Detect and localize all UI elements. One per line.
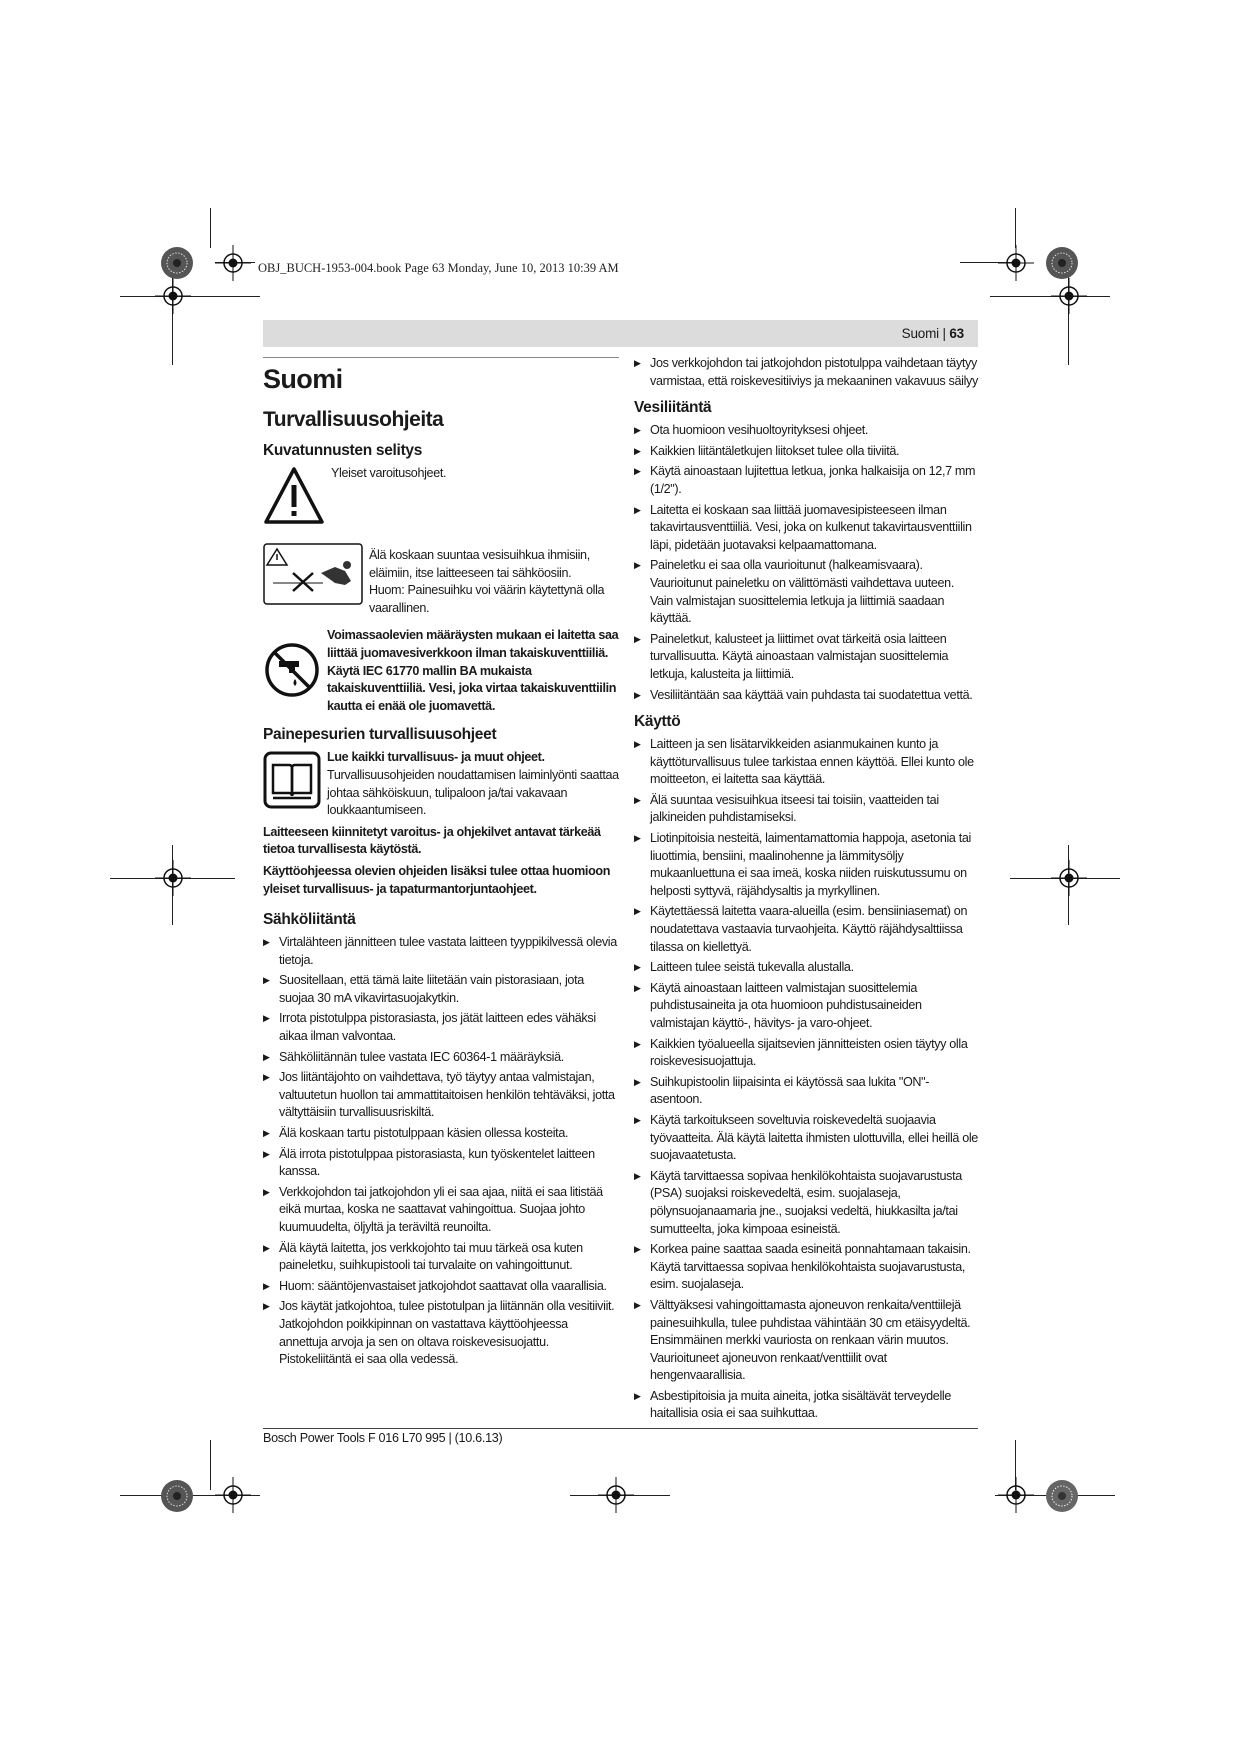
list-item: ▶ Jos verkkojohdon tai jatkojohdon pistotulppa vaihdetaan täytyy varmistaa, että roiskevesitiiviys ja mekaaninen vakavuus säilyy (634, 355, 978, 390)
page-number: 63 (949, 326, 964, 341)
registration-mark-icon (998, 1477, 1034, 1513)
header-separator: | (942, 326, 946, 341)
symbol-spray-warning (263, 541, 619, 617)
operation-heading: Käyttö (634, 713, 681, 731)
list-item: ▶ Käytä tarvittaessa sopivaa henkilökohtaista suojavarustusta (PSA) suojaksi roiskevedeltä, esim. suojalaseja, pölynsuojanaamaria jne., suojaksi vedeltä, hiukkasilta ja/tai sumutteelta, joka kimpoaa esineistä. (634, 1168, 978, 1238)
list-item: ▶ Laitetta ei koskaan saa liittää juomavesipisteeseen ilman takavirtausventtiiliä. Vesi, joka on kulkenut takavirtausventtiilin läpi, pidetään juotavaksi kelpaamattomana. (634, 502, 978, 555)
list-item: ▶ Huom: sääntöjenvastaiset jatkojohdot saattavat olla vaarallisia. (263, 1278, 619, 1296)
registration-mark-icon (155, 278, 191, 314)
list-item: ▶ Verkkojohdon tai jatkojohdon yli ei saa ajaa, niitä ei saa litistää eikä murtaa, koska ne saattavat vahingoittua. Suojaa johto kuumuudelta, öljyltä ja teräviltä reunoilta. (263, 1184, 619, 1237)
general-warning-text: Yleiset varoitusohjeet. (331, 466, 447, 480)
registration-mark-icon (215, 1477, 251, 1513)
safety-heading: Turvallisuusohjeita (263, 408, 444, 431)
printer-rosette-icon (160, 1479, 194, 1513)
spray-warning-icon (263, 543, 363, 605)
list-item: ▶ Korkea paine saattaa saada esineitä ponnahtamaan takaisin. Käytä tarvittaessa sopivaa henkilökohtaista suojavarustusta, esim. suojalaseja. (634, 1241, 978, 1294)
electrical-heading: Sähköliitäntä (263, 911, 356, 929)
printer-rosette-icon (1045, 1479, 1079, 1513)
symbols-heading: Kuvatunnusten selitys (263, 442, 423, 459)
registration-mark-icon (1051, 278, 1087, 314)
registration-mark-icon (598, 1477, 634, 1513)
water-list (634, 422, 978, 704)
read-manual-icon (263, 751, 321, 809)
list-item: ▶ Virtalähteen jännitteen tulee vastata laitteen tyyppikilvessä olevia tietoja. (263, 934, 619, 969)
symbol-general-warning (263, 465, 619, 527)
list-item: ▶ Älä käytä laitetta, jos verkkojohto tai muu tärkeä osa kuten paineletku, suihkupistooli tai turvalaite on vahingoittunut. (263, 1240, 619, 1275)
printer-rosette-icon (160, 246, 194, 280)
water-heading: Vesiliitäntä (634, 399, 712, 417)
no-drinking-water-icon (263, 639, 321, 701)
list-item: ▶ Jos liitäntäjohto on vaihdettava, työ täytyy antaa valmistajan, valtuutetun huollon tai ammattitaitoisen henkilön tehtäväksi, jotta vältyttäisiin turvallisuusriskiltä. (263, 1069, 619, 1122)
list-item: ▶ Sähköliitännän tulee vastata IEC 60364-1 määräyksiä. (263, 1049, 619, 1067)
footer: Bosch Power Tools F 016 L70 995 | (10.6.13) (263, 1431, 503, 1445)
read-instructions-text: Turvallisuusohjeiden noudattamisen laiminlyönti saattaa johtaa sähköiskuun, tulipaloon ja/tai vakavaan loukkaantumiseen. (327, 767, 619, 818)
printer-rosette-icon (1045, 246, 1079, 280)
list-item: ▶ Älä irrota pistotulppaa pistorasiasta, kun työskentelet laitteen kanssa. (263, 1146, 619, 1181)
general-safety-note: Käyttöohjeessa olevien ohjeiden lisäksi tulee ottaa huomioon yleiset turvallisuus- ja tapaturmantorjuntaohjeet. (263, 863, 611, 896)
labels-note: Laitteeseen kiinnitetyt varoitus- ja ohjekilvet antavat tärkeää tietoa turvallisesta käytöstä. (263, 824, 601, 857)
list-item: ▶ Välttyäksesi vahingoittamasta ajoneuvon renkaita/venttiilejä painesuihkulla, tulee puhdistaa vähintään 30 cm etäisyydeltä. Ensimmäinen merkki vauriosta on renkaan värin muutos. Vaurioituneet ajoneuvon renkaat/venttiilit ovat hengenvaarallisia. (634, 1297, 978, 1385)
registration-mark-icon (998, 245, 1034, 281)
right-column (634, 355, 978, 1426)
left-column (263, 355, 619, 1372)
footer-rule (263, 1428, 978, 1429)
symbol-water-network (263, 627, 619, 715)
list-item: ▶ Vesiliitäntään saa käyttää vain puhdasta tai suodatettua vettä. (634, 687, 978, 705)
running-header (263, 320, 978, 347)
warning-triangle-icon (263, 465, 325, 527)
electrical-list (263, 934, 619, 1369)
list-item: ▶ Liotinpitoisia nesteitä, laimentamattomia happoja, asetonia tai liuottimia, bensiini, maalinohenne ja lämmitysöljy mukaanluettuna ei saa imeä, koska niiden ruiskutussumu on helposti syttyvä, räjähdysaltis ja myrkyllinen. (634, 830, 978, 900)
list-item: ▶ Suihkupistoolin liipaisinta ei käytössä saa lukita "ON"-asentoon. (634, 1074, 978, 1109)
symbol-read-manual (263, 749, 619, 819)
list-item: ▶ Älä suuntaa vesisuihkua itseesi tai toisiin, vaatteiden tai jalkineiden puhdistamiseksi. (634, 792, 978, 827)
list-item: ▶ Käytä ainoastaan laitteen valmistajan suosittelemia puhdistusaineita ja ota huomioon puhdistusaineiden valmistajan käyttö-, hävitys- ja varo-ohjeet. (634, 980, 978, 1033)
list-item: ▶ Älä koskaan tartu pistotulppaan käsien ollessa kosteita. (263, 1125, 619, 1143)
registration-mark-icon (155, 860, 191, 896)
operation-list (634, 736, 978, 1423)
list-item: ▶ Käytettäessä laitetta vaara-alueilla (esim. bensiiniasemat) on noudatettava vastaavia turvaohjeita. Käyttö räjähdysalttiissa tilassa on kiellettyä. (634, 903, 978, 956)
list-item: ▶ Käytä tarkoitukseen soveltuvia roiskevedeltä suojaavia työvaatteita. Älä käytä laitetta ihmisten ulottuvilla, ellei heillä ole suojavaatetusta. (634, 1112, 978, 1165)
list-item: ▶ Ota huomioon vesihuoltoyrityksesi ohjeet. (634, 422, 978, 440)
header-section: Suomi (901, 326, 939, 341)
list-item: ▶ Laitteen ja sen lisätarvikkeiden asianmukainen kunto ja käyttöturvallisuus tulee tarkistaa ennen käyttöä. Ellei kunto ole moitteeton, ei laitetta saa käyttää. (634, 736, 978, 789)
list-item: ▶ Suositellaan, että tämä laite liitetään vain pistorasiaan, jota suojaa 30 mA vikavirtasuojakytkin. (263, 972, 619, 1007)
header-text (902, 326, 964, 341)
washer-safety-heading: Painepesurien turvallisuusohjeet (263, 726, 497, 744)
list-item: ▶ Kaikkien työalueella sijaitsevien jännitteisten osien täytyy olla roiskevesisuojattuja. (634, 1036, 978, 1071)
list-item: ▶ Asbestipitoisia ja muita aineita, jotka sisältävät terveydelle haitallisia osia ei saa suihkuttaa. (634, 1388, 978, 1423)
registration-mark-icon (215, 245, 251, 281)
list-item: ▶ Käytä ainoastaan lujitettua letkua, jonka halkaisija on 12,7 mm (1/2"). (634, 463, 978, 498)
spray-warning-text-1: Älä koskaan suuntaa vesisuihkua ihmisiin, eläimiin, itse laitteeseen tai sähköosiin. (369, 548, 590, 580)
list-item: ▶ Kaikkien liitäntäletkujen liitokset tulee olla tiiviitä. (634, 443, 978, 461)
list-item: ▶ Jos käytät jatkojohtoa, tulee pistotulpan ja liitännän olla vesitiiviit. Jatkojohdon poikkipinnan on vastattava käyttöohjeessa annettuja arvoja ja sen on oltava roiskevesisuojattu. Pistokeliitäntä ei saa olla vedessä. (263, 1298, 619, 1368)
list-item: ▶ Laitteen tulee seistä tukevalla alustalla. (634, 959, 978, 977)
print-slug: OBJ_BUCH-1953-004.book Page 63 Monday, June 10, 2013 10:39 AM (258, 261, 619, 275)
page-title: Suomi (263, 364, 343, 394)
list-item: ▶ Paineletkut, kalusteet ja liittimet ovat tärkeitä osia laitteen turvallisuutta. Käytä ainoastaan valmistajan suosittelemia letkuja, kalusteita ja liittimiä. (634, 631, 978, 684)
water-network-warning: Voimassaolevien määräysten mukaan ei laitetta saa liittää juomavesiverkkoon ilman takaiskuventtiiliä. Käytä IEC 61770 mallin BA mukaista takaiskuventtiiliä. Vesi, joka virtaa takaiskuventtiilin kautta ei enää ole juomavettä. (327, 628, 619, 713)
electrical-list-continued (634, 355, 978, 390)
spray-warning-text-2: Huom: Painesuihku voi väärin käytettynä olla vaarallinen. (369, 583, 605, 615)
registration-mark-icon (1051, 860, 1087, 896)
list-item: ▶ Paineletku ei saa olla vaurioitunut (halkeamisvaara). Vaurioitunut paineletku on välittömästi vaihdettava uuteen. Vain valmistajan suosittelemia letkuja ja liittimiä saadaan käyttää. (634, 557, 978, 627)
list-item: ▶ Irrota pistotulppa pistorasiasta, jos jätät laitteen edes vähäksi aikaa ilman valvontaa. (263, 1010, 619, 1045)
read-instructions-bold: Lue kaikki turvallisuus- ja muut ohjeet. (327, 750, 545, 765)
